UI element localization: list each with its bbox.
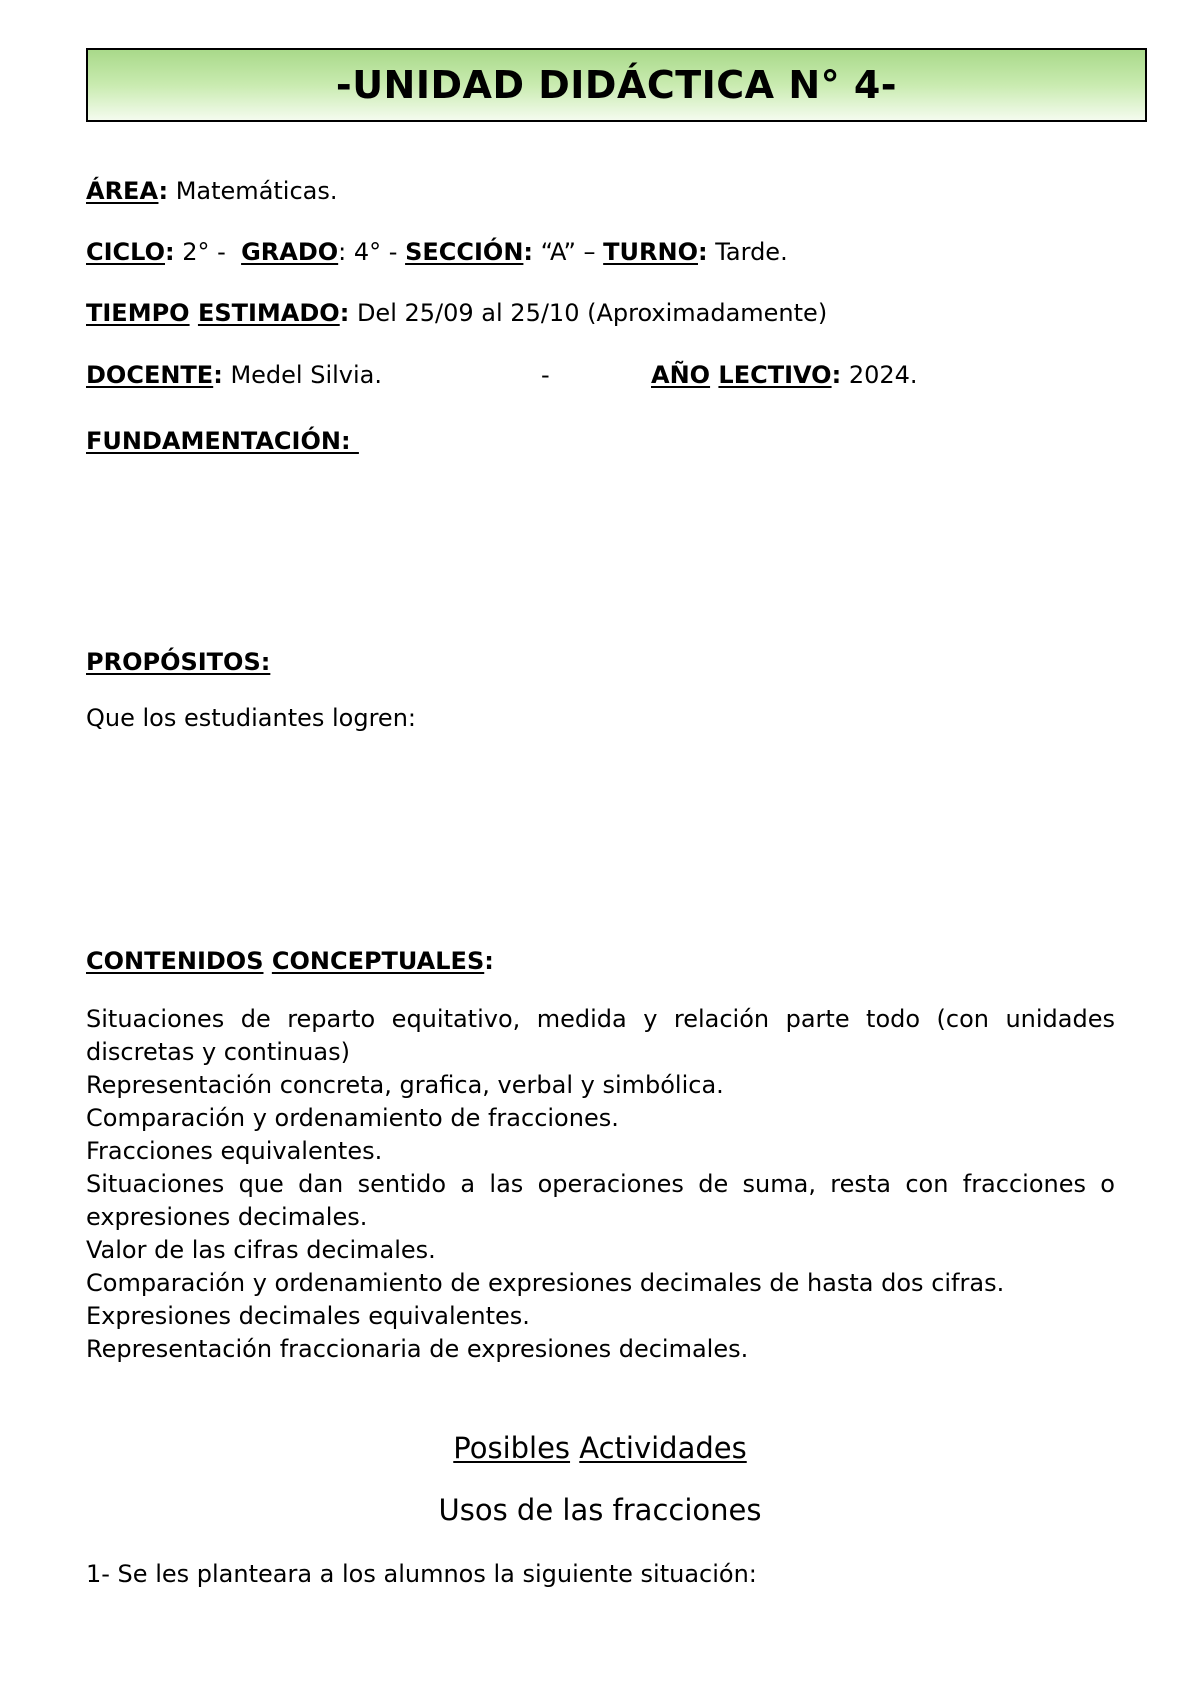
- contenido-item: Representación concreta, grafica, verbal y simbólica.: [86, 1071, 724, 1099]
- propositos-intro: Que los estudiantes logren:: [86, 704, 416, 732]
- contenido-item: Situaciones de reparto equitativo, medida y relación parte todo (con unidades discretas y continuas): [86, 1005, 1115, 1066]
- fundamentacion-heading: FUNDAMENTACIÓN:: [86, 427, 359, 455]
- area-value: Matemáticas.: [175, 177, 338, 205]
- ciclo-value: 2° -: [182, 238, 226, 266]
- contenidos-heading: CONTENIDOS CONCEPTUALES:: [86, 947, 494, 975]
- docente-separator: -: [541, 361, 550, 389]
- propositos-heading: PROPÓSITOS:: [86, 648, 271, 676]
- tiempo-label-2: ESTIMADO: [197, 299, 340, 327]
- contenidos-list: [86, 1003, 1115, 1366]
- ciclo-label: CICLO: [86, 238, 165, 266]
- contenido-item: Expresiones decimales equivalentes.: [86, 1302, 530, 1330]
- contenido-item: Situaciones que dan sentido a las operaciones de suma, resta con fracciones o expresiones decimales.: [86, 1170, 1115, 1231]
- turno-value: Tarde.: [715, 238, 788, 266]
- title-banner: [86, 48, 1147, 122]
- anio-value: 2024.: [848, 361, 918, 389]
- contenido-item: Comparación y ordenamiento de fracciones.: [86, 1104, 619, 1132]
- actividades-heading-1: Posibles: [453, 1431, 571, 1465]
- anio-label-2: LECTIVO: [718, 361, 832, 389]
- contenido-item: Valor de las cifras decimales.: [86, 1236, 436, 1264]
- document-title: -UNIDAD DIDÁCTICA N° 4-: [335, 63, 898, 107]
- usos-heading: Usos de las fracciones: [438, 1493, 762, 1527]
- actividades-heading-2: Actividades: [579, 1431, 747, 1465]
- anio-line: AÑO LECTIVO: 2024.: [651, 361, 918, 389]
- contenido-item: Comparación y ordenamiento de expresiones decimales de hasta dos cifras.: [86, 1269, 1005, 1297]
- actividades-heading: [0, 1431, 1200, 1465]
- contenidos-heading-2: CONCEPTUALES: [271, 947, 485, 975]
- area-line: ÁREA: Matemáticas.: [86, 177, 338, 205]
- turno-label: TURNO: [603, 238, 698, 266]
- area-label: ÁREA: [86, 177, 159, 205]
- anio-label-1: AÑO: [651, 361, 711, 389]
- docente-value: Medel Silvia.: [230, 361, 382, 389]
- ciclo-line: CICLO: 2° - GRADO: 4° - SECCIÓN: “A” – TURNO: Tarde.: [86, 238, 788, 266]
- grado-value: 4° -: [353, 238, 398, 266]
- contenido-item: Representación fraccionaria de expresiones decimales.: [86, 1335, 749, 1363]
- seccion-label: SECCIÓN: [405, 238, 524, 266]
- tiempo-value: Del 25/09 al 25/10 (Aproximadamente): [356, 299, 828, 327]
- contenidos-heading-1: CONTENIDOS: [86, 947, 264, 975]
- actividad-1: 1- Se les planteara a los alumnos la siguiente situación:: [86, 1560, 757, 1588]
- seccion-value: “A” –: [540, 238, 596, 266]
- grado-label: GRADO: [241, 238, 339, 266]
- docente-label: DOCENTE: [86, 361, 214, 389]
- contenido-item: Fracciones equivalentes.: [86, 1137, 383, 1165]
- docente-line: DOCENTE: Medel Silvia.: [86, 361, 382, 389]
- tiempo-label-1: TIEMPO: [86, 299, 190, 327]
- tiempo-line: TIEMPO ESTIMADO: Del 25/09 al 25/10 (Aproximadamente): [86, 299, 828, 327]
